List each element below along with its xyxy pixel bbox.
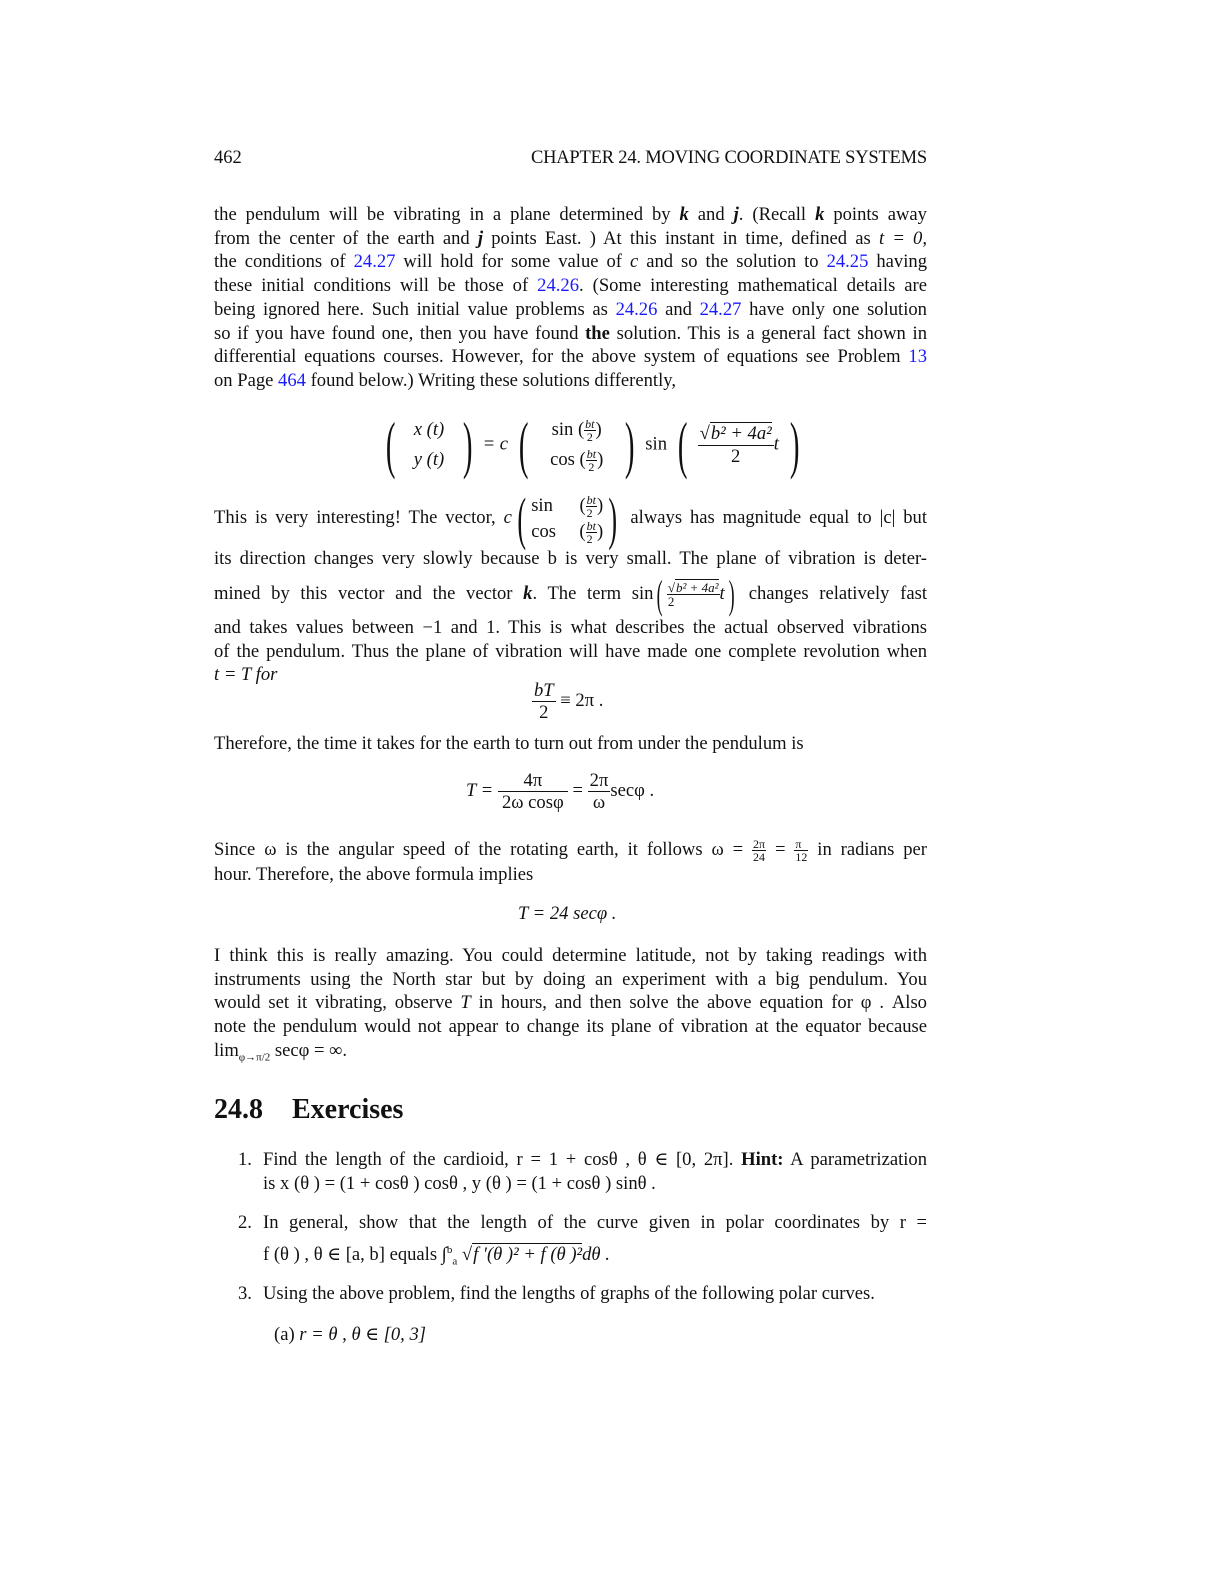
vector-xy: x (t) y (t) (413, 419, 445, 470)
text-line: the pendulum will be vibrating in a plane determined by k and j. (Recall k points away (214, 204, 927, 225)
equation-T-24: T = 24 secφ . (518, 903, 617, 924)
exercise-subitem (274, 1324, 426, 1346)
equation-T: T = $\frac{4\pi}{\text{2ω cosφ}}$ = $\frac{2\pi}{\omega}$ secφ . (466, 770, 655, 814)
ref-link-24-27[interactable]: 24.27 (699, 298, 742, 320)
text-line: I think this is really amazing. You could determine latitude, not by taking readings with (214, 945, 927, 966)
text-line: is x (θ ) = (1 + cosθ ) cosθ , y (θ ) = (1 + cosθ ) sinθ . (263, 1172, 656, 1194)
ref-link-24-26[interactable]: 24.26 (615, 298, 658, 320)
ref-link-problem-13[interactable]: 13 (908, 346, 927, 368)
text-line: so if you have found one, then you have found the solution. This is a general fact shown in (214, 322, 927, 344)
text-line: differential equations courses. However, for the above system of equations see Problem 13 (214, 346, 927, 368)
paragraph-interesting-cont2 (214, 571, 928, 617)
paragraph-since-omega (214, 838, 927, 887)
text-line: on Page 464 found below.) Writing these solutions differently, (214, 369, 676, 391)
ref-link-24-25[interactable]: 24.25 (826, 251, 869, 273)
text-line: would set it vibrating, observe T in hours, and then solve the above equation for φ . Also (214, 992, 927, 1014)
subitem-label: (a) (274, 1324, 295, 1345)
paragraph-intro (214, 203, 927, 393)
exercise-item (238, 1148, 927, 1195)
text-line: In general, show that the length of the curve given in polar coordinates by r = (263, 1212, 927, 1233)
ref-link-24-26[interactable]: 24.26 (537, 275, 580, 297)
section-title: Exercises (292, 1094, 404, 1125)
paragraph-interesting (214, 485, 927, 551)
text-line: and takes values between −1 and 1. This is what describes the actual observed vibrations (214, 617, 927, 638)
equation-bt-2pi: $\frac{bT}{2}$ ≡ 2π . (534, 680, 604, 724)
chapter-title: CHAPTER 24. MOVING COORDINATE SYSTEMS (530, 148, 927, 168)
text-line: being ignored here. Such initial value problems as 24.26 and 24.27 have only one solution (214, 298, 927, 320)
text-line: t = T for (214, 664, 278, 686)
equation-solution-vector: ( x (t) y (t) ) = c ( sin ( $\frac{bt}{2}$ ) cos ( $\frac{bt}{2}$ ) ) sin ( $\frac{\text{√b² + 4a²}}{2}$ t ) (385, 409, 800, 480)
page-number: 462 (214, 148, 242, 168)
text-line: hour. Therefore, the above formula implies (214, 864, 534, 886)
text-line: mined by this vector and the vector k. The term sin( $\frac{\text{√b² + 4a²}}{2}$ t) changes relatively fast (214, 571, 928, 617)
paragraph-amazing (214, 944, 927, 1063)
text-line: $\lim_{\varphi\to\pi/2} \sec\varphi$ = ∞. (214, 1039, 348, 1064)
paragraph-therefore (214, 732, 927, 756)
text-line: from the center of the earth and j points East. ) At this instant in time, defined as t = 0, (214, 227, 928, 249)
text-line: instruments using the North star but by doing an experiment with a big pendulum. You (214, 968, 927, 990)
text-line: Therefore, the time it takes for the earth to turn out from under the pendulum is (214, 733, 804, 754)
section-heading (214, 1094, 403, 1126)
exercise-item (238, 1282, 927, 1306)
exercise-number: 2. (238, 1212, 252, 1233)
exercise-number: 3. (238, 1283, 252, 1304)
exercise-number: 1. (238, 1149, 252, 1170)
exercise-item (238, 1211, 927, 1266)
text-line: f (θ ) , θ ∈ [a, b] equals ∫$^b_a$ √f ′(θ )² + f (θ )²dθ . (263, 1243, 610, 1268)
vector-sin-cos: sin ( $\frac{bt}{2}$ ) cos ( $\frac{bt}{2}$ ) (550, 417, 604, 475)
ref-link-page-464[interactable]: 464 (278, 369, 306, 391)
text-line: Find the length of the cardioid, r = 1 + cosθ , θ ∈ [0, 2π]. Hint: A parametrization (263, 1149, 927, 1170)
text-line: Using the above problem, find the lengths of graphs of the following polar curves. (263, 1283, 875, 1304)
ref-link-24-27[interactable]: 24.27 (353, 251, 396, 273)
left-paren: ( (385, 409, 396, 480)
text-line: these initial conditions will be those of 24.26. (Some interesting mathematical details are (214, 275, 928, 297)
text-line: Since ω is the angular speed of the rotating earth, it follows ω = $\frac{2\pi}{24}$ = $\frac{\pi}{12}$ in radians per (214, 837, 927, 865)
running-header (214, 148, 927, 172)
subitem-text: r = θ , θ ∈ [0, 3] (299, 1324, 427, 1345)
text-line: note the pendulum would not appear to change its plane of vibration at the equator because (214, 1016, 927, 1038)
section-number: 24.8 (214, 1094, 263, 1125)
text-line: This is very interesting! The vector, c( sin ( $\frac{bt}{2}$ ) cos ( $\frac{bt}{2}$ ) ) always has magnitude equal to |c| but (214, 485, 927, 551)
text-line: its direction changes very slowly because b is very small. The plane of vibration is deter- (214, 548, 927, 569)
text-line: of the pendulum. Thus the plane of vibration will have made one complete revolution when (214, 640, 927, 662)
paragraph-interesting-cont (214, 547, 927, 571)
paragraph-interesting-cont3 (214, 616, 927, 687)
text-line: the conditions of 24.27 will hold for some value of c and so the solution to 24.25 having (214, 251, 927, 273)
